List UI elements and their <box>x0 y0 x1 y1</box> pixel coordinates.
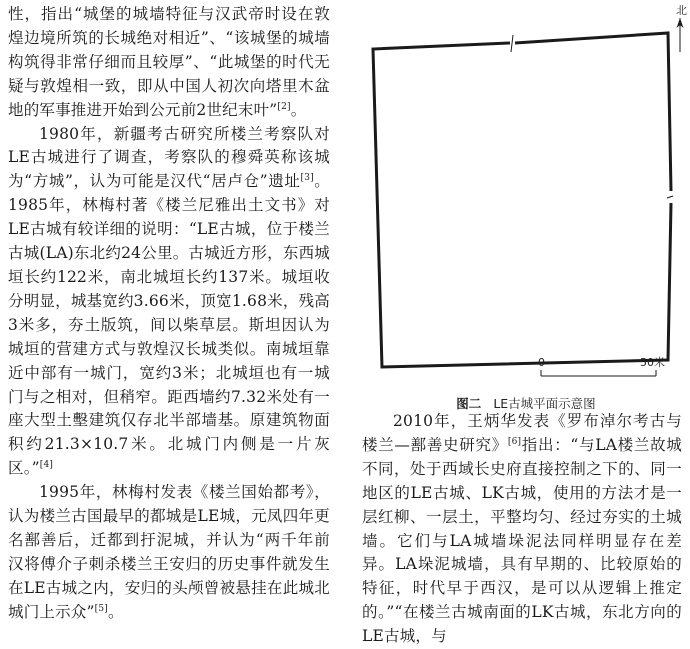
scale-end-label: 50米 <box>640 356 665 369</box>
paragraph-text: 。 <box>107 602 124 621</box>
city-wall-outline <box>515 33 671 191</box>
paragraph-1995-article <box>8 481 330 624</box>
right-text-column <box>362 410 682 649</box>
paragraph-text: 。1985年，林梅村著《楼兰尼雅出土文书》对LE古城有较详细的说明：“LE古城，位于楼兰古城(LA)东北约24公里。古城近方形，东西城垣长约122米，南北城垣长约137米。城垣收分明显，城基宽约3.66米，顶宽1.68米，残高3米多，夯土版筑，间以柴草层。斯坦因认为城垣的营建方式与敦煌汉长城类似。南城垣靠近中部有一城门，宽约3米；北城垣也有一城门与之相对，但稍窄。距西墙约7.32米处有一座大型土墼建筑仅存北半部墙基。原建筑物面积约21.3×10.7米。北城门内侧是一片灰区。” <box>8 172 330 478</box>
paragraph-stein-quote <box>8 3 330 123</box>
left-text-column <box>8 3 330 625</box>
north-label: 北 <box>676 4 687 17</box>
footnote-ref: [6] <box>507 436 522 447</box>
paragraph-text: 指出：“与LA楼兰故城不同，处于西域长史府直接控制之下的、同一地区的LE古城、LK古城，使用的方法才是一层红柳、一层土，平整均匀、经过夯实的土城墙。它们与LA城墙垛泥法同样明显存在差异。LA垛泥城墙，具有早期的、比较原始的特征，时代早于西汉，是可以从逻辑上推定的。”“在楼兰古城南面的LK古城，东北方向的LE古城，与 <box>362 435 682 646</box>
city-plan-diagram <box>362 0 690 390</box>
scale-zero-label: 0 <box>538 356 545 369</box>
footnote-ref: [2] <box>277 101 291 112</box>
paragraph-1980-survey <box>8 123 330 482</box>
east-gap-mark <box>667 196 673 198</box>
paragraph-text: 1980年，新疆考古研究所楼兰考察队对LE古城进行了调查，考察队的穆舜英称该城为“方城”，认为可能是汉代“居卢仓”遗址 <box>8 124 330 191</box>
footnote-ref: [4] <box>39 460 54 471</box>
paragraph-text: 。 <box>290 100 307 119</box>
figure-number: 图二 <box>456 396 482 411</box>
north-gate-mark <box>511 35 513 52</box>
paragraph-text: 性，指出“城堡的城墙特征与汉武帝时设在敦煌边境所筑的长城绝对相近”、“该城堡的城墙构筑得非常仔细而且较厚”、“此城堡的时代无疑与敦煌相一致，即从中国人初次向塔里木盆地的军事推进开始到公元前2世纪末叶” <box>8 5 330 119</box>
paragraph-text: 2010年，王炳华发表《罗布淖尔考古与楼兰—鄯善史研究》 <box>362 412 682 454</box>
footnote-ref: [3] <box>300 173 314 184</box>
footnote-ref: [5] <box>94 603 108 614</box>
figure-caption-text: LE古城平面示意图 <box>493 396 596 411</box>
paragraph-text: 1995年，林梅村发表《楼兰国始都考》，认为楼兰古国最早的都城是LE城，元凤四年更名鄯善后，迁都到扜泥城，并认为“两千年前汉将傅介子刺杀楼兰王安归的历史事件就发生在LE古城之内，安归的头颅曾被悬挂在此城北城门上示众” <box>8 483 330 621</box>
figure-le-city-plan <box>362 0 690 410</box>
paragraph-2010-article <box>362 410 682 649</box>
city-wall-outline <box>373 43 671 367</box>
